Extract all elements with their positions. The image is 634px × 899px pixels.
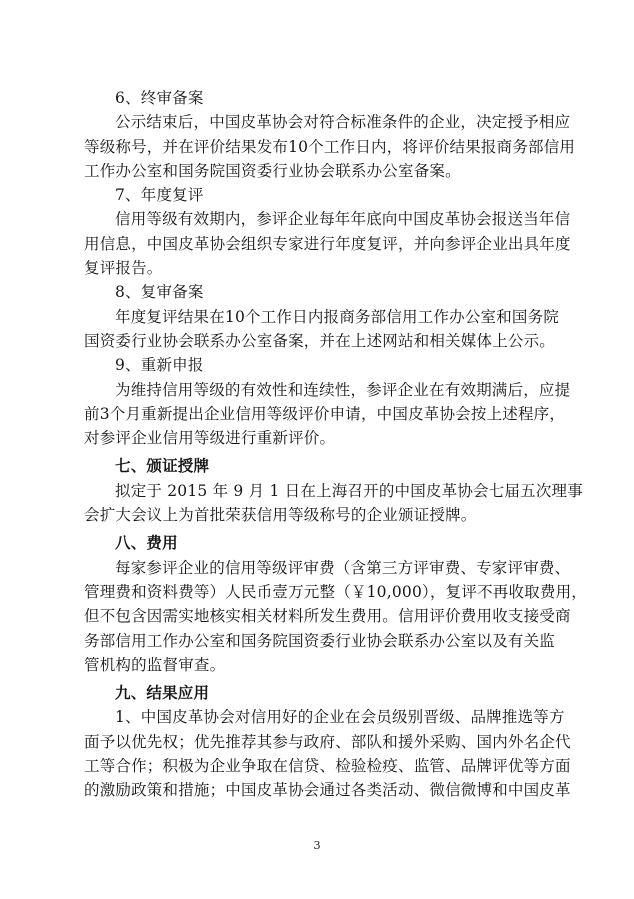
body-line: 管机构的监督审查。 xyxy=(84,655,226,674)
body-line: 年度复评结果在10个工作日内报商务部信用工作办公室和国务院 xyxy=(115,307,560,326)
body-line: 的激励政策和措施；中国皮革协会通过各类活动、微信微博和中国皮革 xyxy=(84,781,571,800)
body-line: 对参评企业信用等级进行重新评价。 xyxy=(84,429,336,448)
body-line: 管理费和资料费等）人民币壹万元整（￥10,000），复评不再收取费用， xyxy=(84,582,587,601)
section-heading-8: 八、费用 xyxy=(115,533,178,553)
body-line: 会扩大会议上为首批荣获信用等级称号的企业颁证授牌。 xyxy=(84,506,477,525)
body-line: 信用等级有效期内，参评企业每年年底向中国皮革协会报送当年信 xyxy=(115,210,571,229)
body-line: 每家参评企业的信用等级评审费（含第三方评审费、专家评审费、 xyxy=(115,558,571,577)
page-number: 3 xyxy=(313,838,321,852)
list-item-6-title: 6、终审备案 xyxy=(115,89,204,107)
body-line: 务部信用工作办公室和国务院国资委行业协会联系办公室以及有关监 xyxy=(84,631,556,650)
body-line: 拟定于 2015 年 9 月 1 日在上海召开的中国皮革协会七届五次理事 xyxy=(115,481,583,500)
body-line: 前3个月重新提出企业信用等级评价申请，中国皮革协会按上述程序， xyxy=(84,404,566,423)
body-line: 面予以优先权；优先推荐其参与政府、部队和援外采购、国内外名企代 xyxy=(84,732,571,751)
body-line: 用信息，中国皮革协会组织专家进行年度复评，并向参评企业出具年度 xyxy=(84,234,571,253)
document-text-block xyxy=(84,86,587,803)
body-line: 工作办公室和国务院国资委行业协会联系办公室备案。 xyxy=(84,161,461,180)
body-line: 公示结束后，中国皮革协会对符合标准条件的企业，决定授予相应 xyxy=(115,113,571,132)
body-line: 为维持信用等级的有效性和连续性，参评企业在有效期满后，应提 xyxy=(115,380,571,399)
list-item-8-title: 8、复审备案 xyxy=(115,283,204,302)
body-line: 但不包含因需实地核实相关材料所发生费用。信用评价费用收支接受商 xyxy=(84,607,571,626)
body-line: 1、中国皮革协会对信用好的企业在会员级别晋级、品牌推选等方 xyxy=(115,708,565,727)
list-item-7-title: 7、年度复评 xyxy=(115,186,204,205)
body-line: 工等合作；积极为企业争取在信贷、检验检疫、监管、品牌评优等方面 xyxy=(84,757,571,776)
list-item-9-title: 9、重新申报 xyxy=(115,356,204,375)
section-heading-9: 九、结果应用 xyxy=(115,683,210,703)
section-heading-7: 七、颁证授牌 xyxy=(115,456,210,476)
body-line: 国资委行业协会联系办公室备案，并在上述网站和相关媒体上公示。 xyxy=(84,331,556,350)
body-line: 复评报告。 xyxy=(84,259,163,278)
body-line: 等级称号，并在评价结果发布10个工作日内，将评价结果报商务部信用 xyxy=(84,137,576,156)
